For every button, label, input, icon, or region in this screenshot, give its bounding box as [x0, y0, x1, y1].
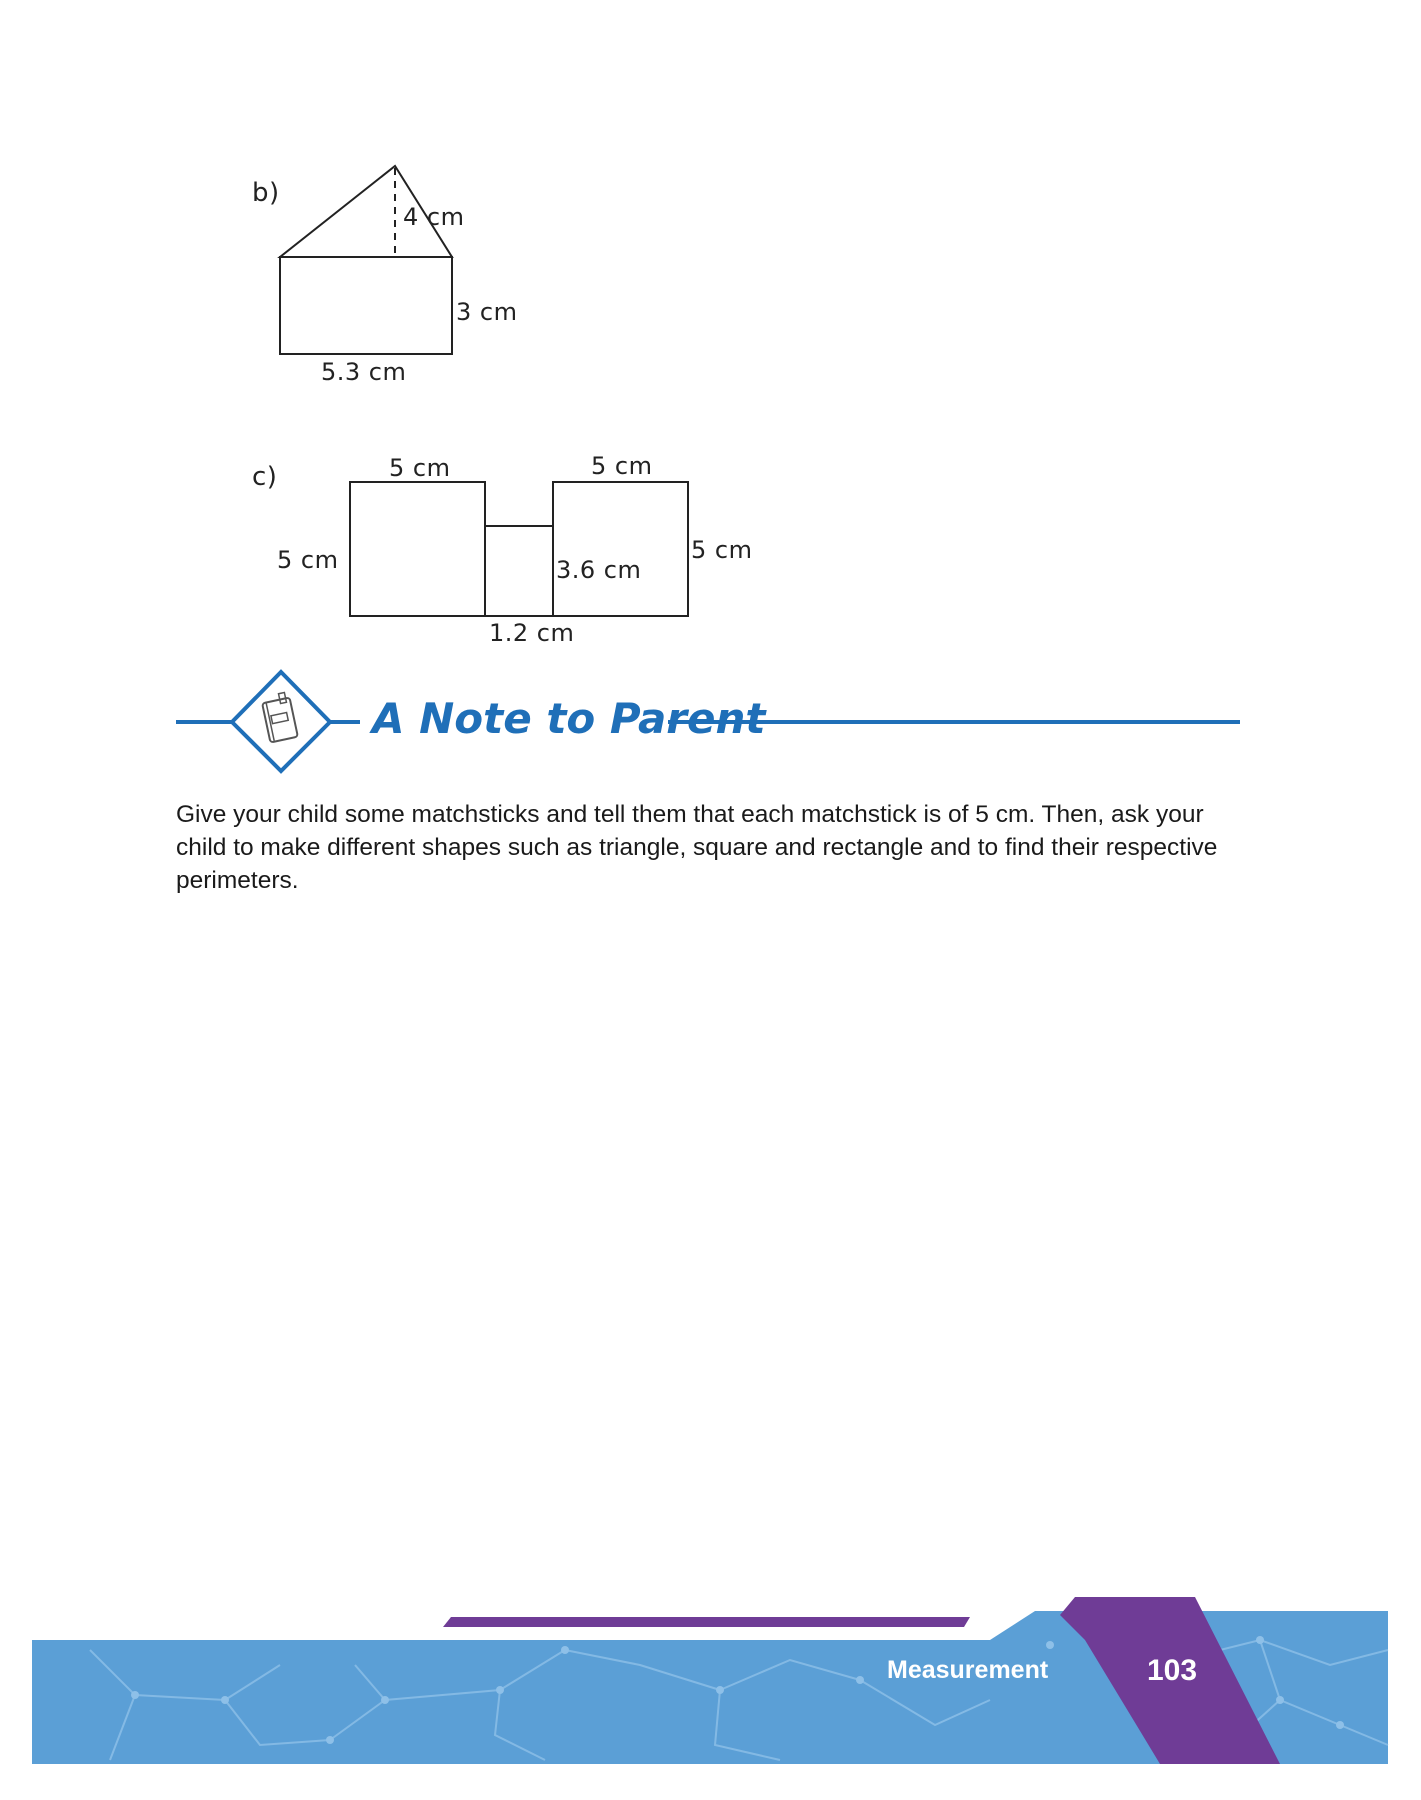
figure-c-left-side-label: 5 cm — [277, 546, 339, 574]
figure-b-rectangle — [280, 257, 452, 354]
footer-chapter-title: Measurement — [887, 1656, 1049, 1684]
note-title: A Note to Parent — [372, 694, 766, 743]
notebook-icon — [232, 672, 330, 771]
footer-purple-stripe — [443, 1617, 970, 1627]
figure-b-side-label: 3 cm — [456, 298, 518, 326]
note-body: Give your child some matchsticks and tell them that each matchstick is of 5 cm. Then, ask your child to make different shapes such as triangle, square and rectangle and to find their respective perimeters. — [176, 801, 1218, 894]
figure-b-base-label: 5.3 cm — [321, 358, 407, 386]
figure-b-label: b) — [252, 178, 280, 208]
figure-c-middle-rect — [485, 526, 553, 616]
figure-c-right-top-label: 5 cm — [591, 452, 653, 480]
figure-c-middle-height-label: 3.6 cm — [556, 556, 642, 584]
figure-c-right-side-label: 5 cm — [691, 536, 753, 564]
page-number: 103 — [1147, 1654, 1198, 1687]
figure-c-middle-width-label: 1.2 cm — [489, 619, 575, 647]
figure-c-right-square — [553, 482, 688, 616]
figure-b-height-label: 4 cm — [403, 203, 465, 231]
figure-c-left-top-label: 5 cm — [389, 454, 451, 482]
figure-c-left-square — [350, 482, 485, 616]
figure-c-label: c) — [252, 462, 278, 492]
